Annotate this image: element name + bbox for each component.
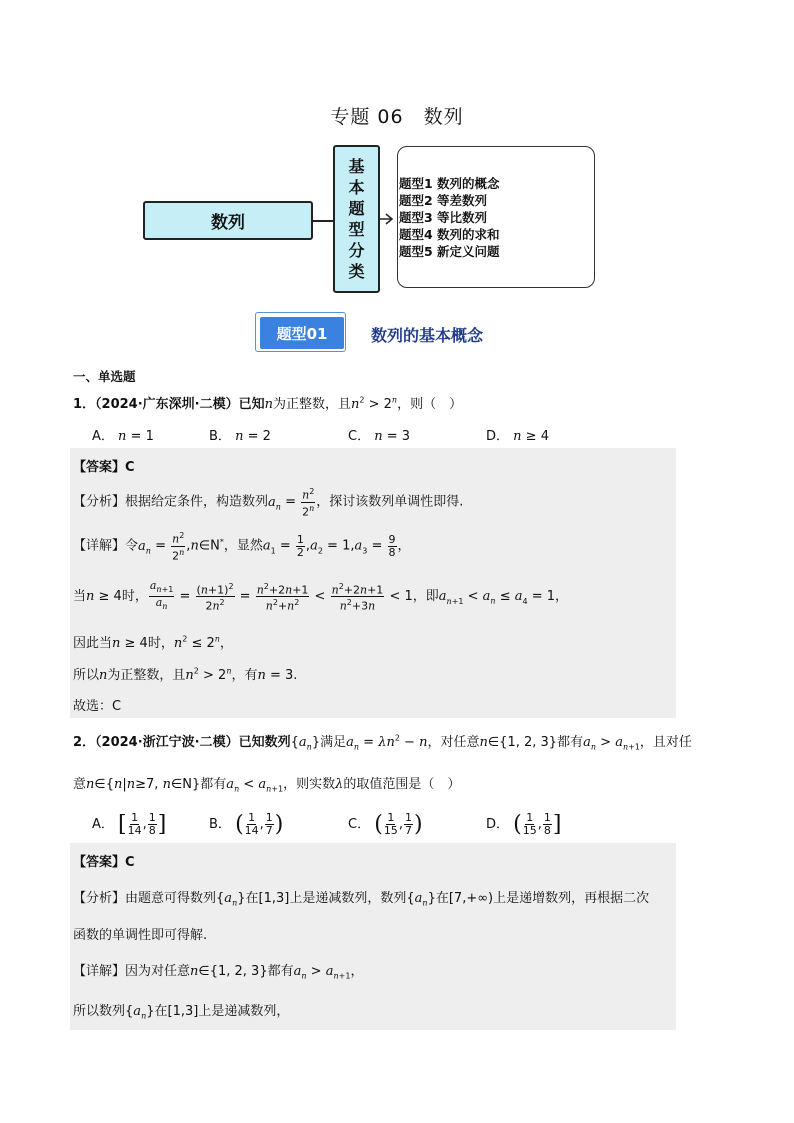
section-title: 一、单选题 xyxy=(73,369,136,384)
detail-1-line-2: 当n ≥ 4时， $\frac{a_{n+1}}{a_n}$ = $\frac{(n+1)^2}{2n^2}$ = $\frac{n^2+2n+1}{n^2+n^2}$ < $\frac{n^2+2n+1}{n^2+3n}$ < 1，即$a_{n+1} < a_n \le a_4 = 1$， xyxy=(73,579,569,613)
category-char: 基 xyxy=(348,157,365,176)
types-list xyxy=(399,175,500,260)
question-1-option-c[interactable]: C． n = 3 xyxy=(348,429,411,444)
detail-2: 【详解】因为对任意n∈{1, 2, 3}都有$a_n > a_{n+1}$， xyxy=(73,964,364,981)
category-box xyxy=(333,145,380,293)
question-2-option-b[interactable]: B． ( $\frac{1}{14}$ , $\frac{1}{7}$ ) xyxy=(209,811,284,837)
type-item: 题型2 等差数列 xyxy=(399,193,488,208)
topic-badge: 题型01 xyxy=(260,317,344,349)
category-char: 题 xyxy=(348,199,365,218)
analysis-2: 【分析】由题意可得数列$\{a_n\}$在[1,3]上是递减数列，数列$\{a_n\}$在[7,+∞)上是递增数列，再根据二次 xyxy=(73,891,650,908)
question-1-option-b[interactable]: B． n = 2 xyxy=(209,429,271,444)
answer-1: 【答案】C xyxy=(73,460,135,475)
analysis-2-line-2: 函数的单调性即可得解. xyxy=(73,928,208,943)
question-2-option-c[interactable]: C． ( $\frac{1}{15}$ , $\frac{1}{7}$ ) xyxy=(348,811,423,837)
type-item: 题型3 等比数列 xyxy=(399,210,488,225)
page-title: 专题 06 数列 xyxy=(330,106,464,128)
question-2-stem: 2．（2024·浙江宁波·二模）已知数列$\{a_n\}$满足$a_n = \lambda n^2 - n$，对任意n∈{1, 2, 3}都有$a_n > a_{n+1}$，且对任 xyxy=(73,733,692,752)
answer-2: 【答案】C xyxy=(73,855,135,870)
category-char: 本 xyxy=(348,178,365,197)
arrow-right-icon xyxy=(380,212,394,226)
main-topic-label: 数列 xyxy=(211,213,245,233)
detail-1-line-4: 所以n为正整数，且$n^2 > 2^n$，有n = 3. xyxy=(73,666,298,683)
type-item: 题型1 数列的概念 xyxy=(399,176,500,191)
type-item: 题型4 数列的求和 xyxy=(399,227,500,242)
category-char: 类 xyxy=(348,262,365,281)
category-char: 型 xyxy=(348,220,365,239)
question-1-option-d[interactable]: D． n ≥ 4 xyxy=(486,429,549,444)
type-item: 题型5 新定义问题 xyxy=(399,244,500,259)
category-char: 分 xyxy=(348,241,365,260)
question-2-option-a[interactable]: A． [ $\frac{1}{14}$ , $\frac{1}{8}$ ] xyxy=(92,811,167,837)
connector-line xyxy=(313,220,334,222)
main-topic-box xyxy=(143,201,313,240)
detail-2-line-2: 所以数列$\{a_n\}$在[1,3]上是递减数列， xyxy=(73,1004,290,1021)
detail-1-line-3: 因此当n ≥ 4时，$n^2 \le 2^n$， xyxy=(73,634,233,651)
topic-heading: 数列的基本概念 xyxy=(371,326,484,345)
question-2-stem-line-2: 意n∈{n|n≥7, n∈N}都有$a_n < a_{n+1}$，则实数λ的取值范围是（ ） xyxy=(73,777,461,794)
choice-1: 故选：C xyxy=(73,699,122,714)
detail-1: 【详解】令$a_n$ = $\frac{n^2}{2^n}$ ,n∈N*，显然$a_1$ = $\frac{1}{2}$ $,a_2 = 1,a_3$ = $\frac{9}{8}$ ， xyxy=(73,531,411,563)
question-1-stem: 1．（2024·广东深圳·二模）已知n为正整数，且$n^2 > 2^n$，则（ ） xyxy=(73,395,463,412)
analysis-1: 【分析】根据给定条件，构造数列$a_n$ = $\frac{n^2}{2^n}$ ，探讨该数列单调性即得. xyxy=(73,487,464,519)
question-1-option-a[interactable]: A． n = 1 xyxy=(92,429,154,444)
question-2-option-d[interactable]: D． ( $\frac{1}{15}$ , $\frac{1}{8}$ ] xyxy=(486,811,562,837)
